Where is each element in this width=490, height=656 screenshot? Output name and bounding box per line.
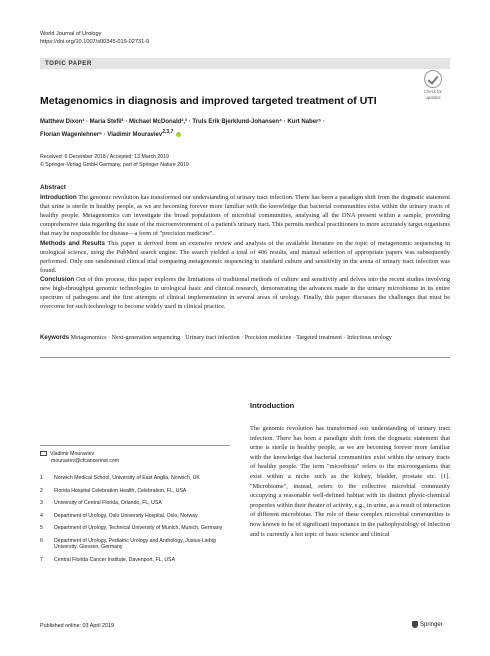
journal-name: World Journal of Urology [40, 31, 102, 37]
keywords-label: Keywords [40, 334, 70, 341]
springer-horse-icon [412, 621, 418, 628]
badge-line1: Check for [424, 89, 442, 94]
abstract-methods-text: This paper is derived from an extensive review and analysis of the available literature on the topic of metagenomic sequencing in urological science, using the PubMed search engine. The search yielded a total of 406 results, and manual selection of appropriate papers was subsequently performed. Only one randomised clinical trial comparing metagenomic sequencing to standard culture and sensitivity in the arena of urinary tract infection was found. [40, 239, 451, 274]
badge-line2: updates [425, 95, 441, 100]
publisher-name: Springer [420, 622, 443, 629]
author-line-2-sup: 2,3,7 [162, 129, 174, 135]
abstract-introduction [40, 193, 450, 238]
affiliation-text: Florida Hospital Celebration Health, Celebration, FL, USA [54, 487, 187, 494]
affiliation-number: 2 [40, 487, 43, 494]
envelope-icon [40, 451, 47, 456]
keywords-text: Metagenomics · Next-generation sequencing · Urinary tract infection · Precision medicine · Targeted treatment · Infectious urology [69, 335, 392, 341]
author-line-1: Matthew Dixon¹ · Maria Stefil¹ · Michael McDonald²,³ · Truls Erik Bjerklund‑Johansen⁴ · Kurt Naber⁵ · [40, 119, 325, 125]
affiliation-item [40, 475, 230, 482]
affiliation-number: 5 [40, 525, 43, 531]
correspondence-name-row [40, 451, 119, 458]
affiliation-item [40, 513, 230, 520]
introduction-text: The genomic revolution has transformed our understanding of urinary tract infection. There has been a paradigm shift from the dogmatic statement that urine is sterile in healthy people, as we are becoming forever more familiar with the knowledge that bacterial communities exist within the urinary tracts of healthy people. The term "microbiota" refers to the microorganisms that exist within a niche such as the kidney, bladder, prostate etc. [1]. "Microbiome", instead, refers to the collective microbial community occupying a reasonable well-defined habitat with its distinct physic-chemical properties within their theater of activity, e.g., in urine, as a result of interaction of different microbiotas. The role of these complex microbial communities is now known to be of significant importance in the pathophysiology of infection and is currently a hot topic of basic science and clinical [250, 425, 450, 538]
published-online: Published online: 03 April 2019 [40, 623, 115, 629]
copyright: © Springer-Verlag GmbH Germany, part of Springer Nature 2019 [40, 162, 189, 168]
abstract [40, 183, 450, 311]
abstract-methods-label: Methods and Results [40, 239, 106, 247]
affiliation-number: 3 [40, 500, 43, 506]
affiliations [40, 475, 230, 569]
affiliation-item [40, 557, 230, 564]
affiliation-number: 4 [40, 512, 43, 519]
affiliation-item [40, 538, 230, 551]
affiliation-item [40, 500, 230, 507]
affiliation-text: Department of Urology, Technical University of Munich, Munich, Germany [54, 525, 223, 531]
correspondence-email[interactable]: mouraviev@cfcancerinst.com [51, 458, 120, 464]
affiliation-item [40, 488, 230, 495]
check-icon [424, 70, 442, 88]
doi-link[interactable]: https://doi.org/10.1007/s00345-019-02731-9 [40, 39, 150, 45]
topic-label: TOPIC PAPER [45, 60, 92, 67]
author-line-2-name: Florian Wagenlehner⁶ · Vladimir Mouraviev [40, 132, 163, 138]
introduction-heading: Introduction [250, 401, 295, 410]
check-for-updates-badge[interactable] [418, 70, 448, 100]
correspondence [40, 451, 119, 465]
abstract-methods [40, 239, 450, 275]
affiliation-text: Department of Urology, Pediatric Urology and Andrology, Justus-Liebig University, Giessen, Germany [54, 537, 216, 550]
correspondence-name: Vladimir Mouraviev [50, 451, 95, 457]
affiliation-text: Department of Urology, Oslo University Hospital, Oslo, Norway [54, 512, 198, 519]
topic-bar [40, 58, 450, 69]
publisher-logo [412, 621, 443, 628]
paper-title: Metagenomics in diagnosis and improved targeted treatment of UTI [40, 95, 377, 107]
affiliation-divider [40, 445, 230, 446]
dates-block [40, 153, 189, 169]
received-accepted: Received: 6 December 2018 / Accepted: 13 March 2019 [40, 154, 169, 160]
orcid-icon[interactable] [176, 132, 181, 137]
abstract-heading: Abstract [40, 184, 66, 191]
affiliation-text: Norwich Medical School, University of East Anglia, Norwich, UK [54, 475, 200, 481]
affiliation-number: 6 [40, 537, 43, 544]
divider [40, 357, 450, 358]
affiliation-text: Central Florida Cancer Institute, Davenport, FL, USA [54, 556, 176, 563]
abstract-conclusion [40, 275, 450, 311]
abstract-intro-label: Introduction [40, 194, 77, 202]
affiliation-item [40, 525, 230, 532]
affiliation-number: 7 [40, 556, 43, 563]
author-line-2 [40, 127, 420, 140]
journal-header [40, 30, 149, 46]
affiliation-text: University of Central Florida, Orlando, FL, USA [54, 500, 162, 506]
author-list [40, 117, 420, 140]
keywords [40, 333, 450, 343]
abstract-conclusion-text: Out of this process, this paper explores the limitations of traditional methods of culture and sensitivity and delves into the recent studies involving new high-throughput genomic technologies in urological basic and clinical research, demonstrating the advances made in the urinary microbiome in its entire spectrum of pathogens and the first attempts of clinical implementation in several areas of urology. Finally, this paper discusses the challenges that must be overcome for such technology to become widely used in clinical practice. [40, 275, 450, 311]
abstract-intro-text: The genomic revolution has transformed our understanding of urinary tract infection. There has been a paradigm shift from the dogmatic statement that urine is sterile in healthy people, as we are becoming forever more familiar with the knowledge that bacterial communities exist within the urinary tracts of healthy people. Metagenomics can investigate the broad populations of microbial communities, analysing all the DNA present within a sample, providing comprehensive data regarding the state of the microenvironment of a patient's urinary tract. This permits medical practitioners to more accurately target organisms that may be responsible for disease—a form of "precision medicine". [40, 194, 450, 238]
affiliation-number: 1 [40, 475, 43, 481]
abstract-conclusion-label: Conclusion [40, 275, 75, 283]
